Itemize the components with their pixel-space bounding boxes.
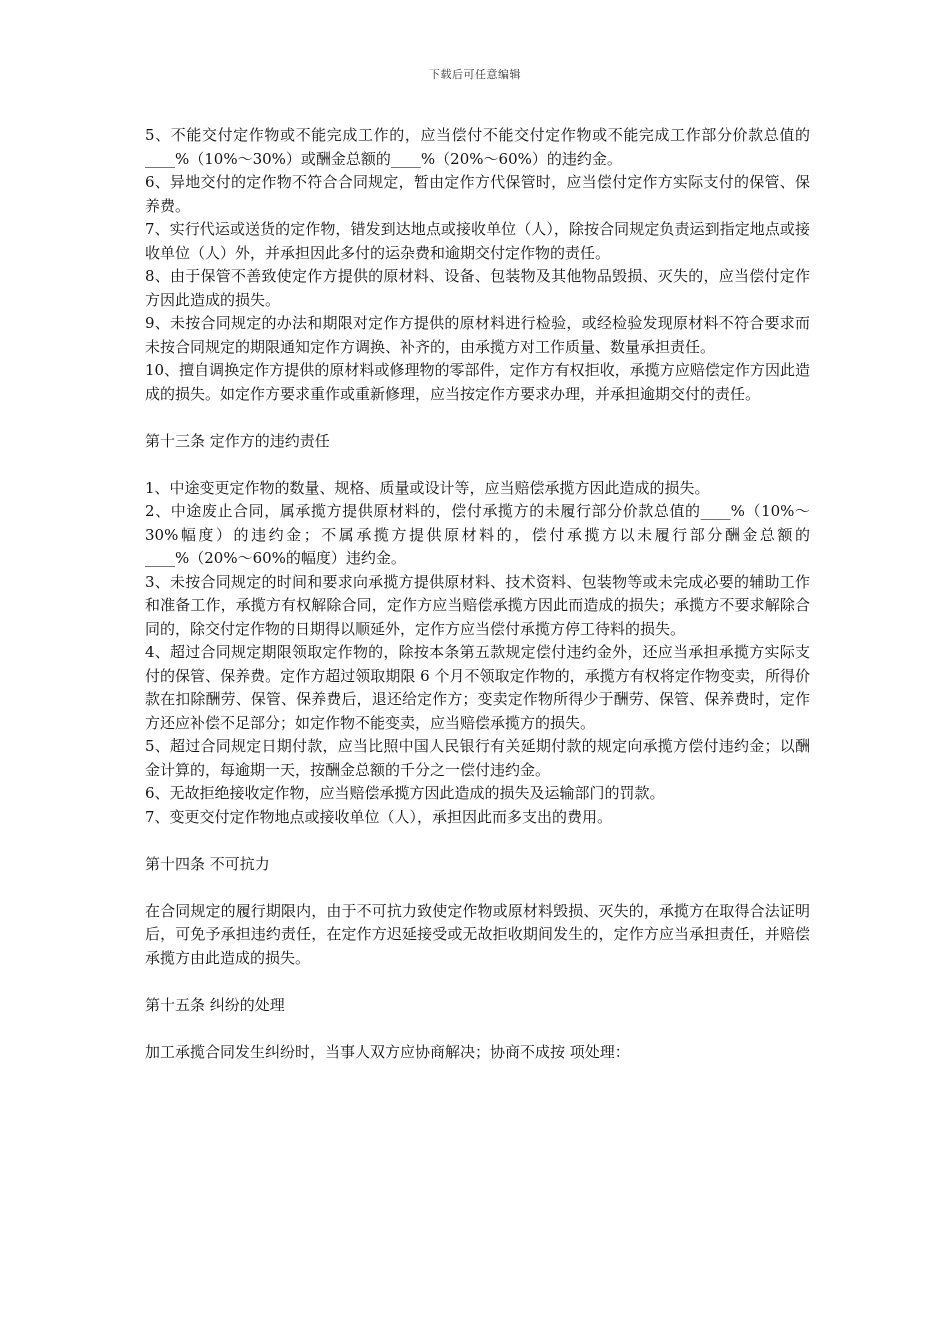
clause-13-item-3: 3、未按合同规定的时间和要求向承揽方提供原材料、技术资料、包装物等或未完成必要的辅助工作和准备工作，承揽方有权解除合同，定作方应当赔偿承揽方因此而造成的损失；承揽方不要求解除合同的，除交付定作物的日期得以顺延外，定作方应当偿付承揽方停工待料的损失。 bbox=[145, 572, 810, 638]
clause-12-item-7: 7、实行代运或送货的定作物，错发到达地点或接收单位（人），除按合同规定负责运到指定地点或接收单位（人）外，并承担因此多付的运杂费和逾期交付定作物的责任。 bbox=[145, 220, 810, 262]
paragraph-gap bbox=[145, 406, 810, 430]
clause-13-item-6: 6、无故拒绝接收定作物，应当赔偿承揽方因此造成的损失及运输部门的罚款。 bbox=[145, 784, 665, 802]
clause-12-item-9: 9、未按合同规定的办法和期限对定作方提供的原材料进行检验，或经检验发现原材料不符合要求而未按合同规定的期限通知定作方调换、补齐的，由承揽方对工作质量、数量承担责任。 bbox=[145, 314, 810, 356]
clause-12-item-10: 10、擅自调换定作方提供的原材料或修理物的零部件，定作方有权拒收，承揽方应赔偿定作方因此造成的损失。如定作方要求重作或重新修理，应当按定作方要求办理，并承担逾期交付的责任。 bbox=[145, 361, 810, 403]
section-14-text: 在合同规定的履行期限内，由于不可抗力致使定作物或原材料毁损、灭失的，承揽方在取得合法证明后，可免予承担违约责任，在定作方迟延接受或无故拒收期间发生的，定作方应当承担责任，并赔偿承揽方由此造成的损失。 bbox=[145, 901, 810, 967]
paragraph-gap bbox=[145, 876, 810, 900]
clause-13-item-7: 7、变更交付定作物地点或接收单位（人），承担因此而多支出的费用。 bbox=[145, 807, 613, 826]
clause-13-item-1: 1、中途变更定作物的数量、规格、质量或设计等，应当赔偿承揽方因此造成的损失。 bbox=[145, 478, 710, 497]
section-14-heading: 第十四条 不可抗力 bbox=[145, 854, 270, 873]
section-15-heading: 第十五条 纠纷的处理 bbox=[145, 995, 285, 1014]
clause-12-item-8: 8、由于保管不善致使定作方提供的原材料、设备、包装物及其他物品毁损、灭失的，应当偿付定作方因此造成的损失。 bbox=[145, 267, 810, 309]
document-body bbox=[145, 124, 810, 1064]
paragraph-gap bbox=[145, 970, 810, 994]
paragraph-gap bbox=[145, 1017, 810, 1041]
clause-13-item-5: 5、超过合同规定日期付款，应当比照中国人民银行有关延期付款的规定向承揽方偿付违约金；以酬金计算的，每逾期一天，按酬金总额的千分之一偿付违约金。 bbox=[145, 737, 810, 779]
paragraph-gap bbox=[145, 829, 810, 853]
section-13-heading: 第十三条 定作方的违约责任 bbox=[145, 431, 330, 450]
clause-12-item-5: 5、不能交付定作物或不能完成工作的，应当偿付不能交付定作物或不能完成工作部分价款总值的____%（10%～30%）或酬金总额的____%（20%～60%）的违约金。 bbox=[145, 126, 810, 168]
clause-13-item-4: 4、超过合同规定期限领取定作物的，除按本条第五款规定偿付违约金外，还应当承担承揽方实际支付的保管、保养费。定作方超过领取期限 6 个月不领取定作物的，承揽方有权将定作物变卖，所得价款在扣除酬劳、保管、保养费后，退还给定作方；变卖定作物所得少于酬劳、保管、保养费时，定作方还应补偿不足部分；如定作物不能变卖，应当赔偿承揽方的损失。 bbox=[145, 643, 810, 732]
section-15-text: 加工承揽合同发生纠纷时，当事人双方应协商解决；协商不成按 项处理： bbox=[145, 1042, 630, 1061]
page-header-note: 下载后可任意编辑 bbox=[429, 68, 521, 81]
clause-12-item-6: 6、异地交付的定作物不符合合同规定，暂由定作方代保管时，应当偿付定作方实际支付的保管、保养费。 bbox=[145, 173, 810, 215]
paragraph-gap bbox=[145, 453, 810, 477]
clause-13-item-2: 2、中途废止合同，属承揽方提供原材料的，偿付承揽方的未履行部分价款总值的____%（10%～30%幅度）的违约金；不属承揽方提供原材料的，偿付承揽方以未履行部分酬金总额的____%（20%～60%的幅度）违约金。 bbox=[145, 502, 810, 567]
